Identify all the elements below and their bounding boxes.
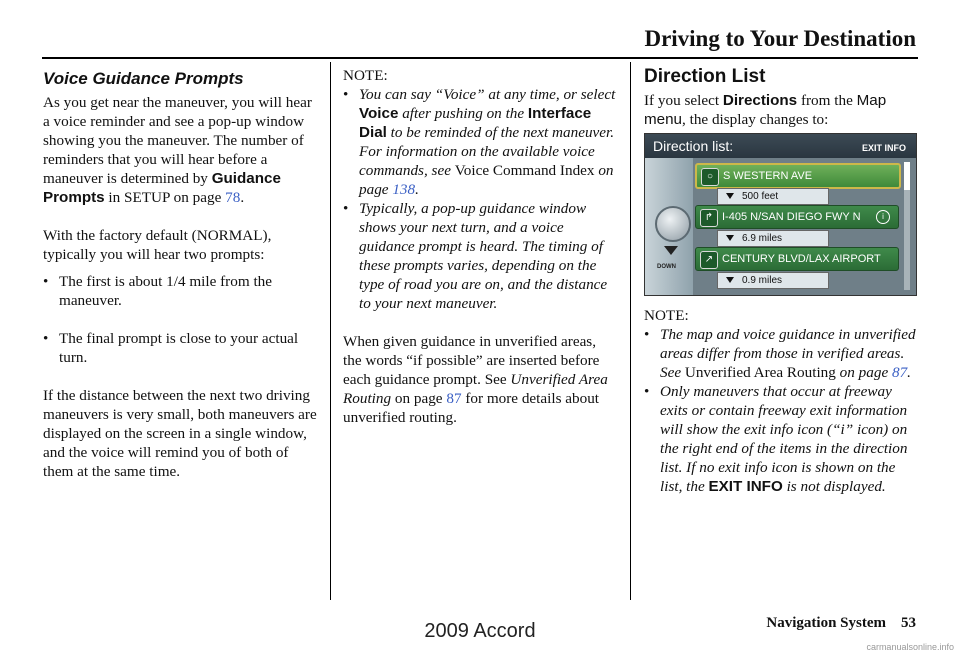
section-heading-direction-list: Direction List: [644, 66, 766, 87]
page-link[interactable]: 87: [891, 364, 908, 381]
text: for more details about unverified routing.: [343, 390, 600, 426]
column-2: [343, 66, 618, 446]
text: Typically, a pop-up guidance window shows your next turn, and a voice guidance prompt is heard. The timing of these prompts varies, depending on the type of road you are on, and the distance to your next maneuver.: [359, 200, 608, 312]
column-divider: [630, 62, 631, 600]
exit-info-label: EXIT INFO: [861, 143, 906, 153]
note-label: NOTE:: [343, 67, 388, 84]
paragraph: [43, 93, 319, 207]
page-link[interactable]: 87: [446, 390, 462, 407]
text: on page: [359, 162, 614, 198]
text: When given guidance in unverified areas, the words “if possible” are inserted before each guidance prompt. See: [343, 333, 600, 388]
list-item: [644, 325, 918, 382]
distance-value: 6.9 miles: [742, 233, 783, 244]
down-label: DOWN: [657, 264, 676, 270]
direction-row[interactable]: [695, 247, 899, 271]
distance-bar: [717, 230, 829, 247]
list-item: • The final prompt is close to your actual turn.: [43, 329, 319, 367]
screen-title: Direction list:: [653, 138, 734, 154]
distance-value: 0.9 miles: [742, 275, 783, 286]
ui-term: Interface Dial: [359, 105, 592, 141]
direction-row[interactable]: [695, 163, 901, 189]
list-item: [343, 199, 618, 313]
distance-value: 500 feet: [742, 191, 779, 202]
text: on page: [835, 364, 892, 381]
text: to be reminded of the next maneuver. For information on the available voice commands, see: [359, 124, 615, 179]
text: Only maneuvers that occur at freeway exits or contain freeway exit information will show the exit info icon (“i” icon) on the right end of the items in the direction list. If no exit info icon is shown on the list, the: [660, 383, 908, 495]
row-label: I-405 N/SAN DIEGO FWY N: [722, 211, 861, 223]
text: after pushing on the: [398, 105, 528, 122]
list-item: [343, 85, 618, 199]
text: .: [240, 189, 245, 206]
text: on page: [391, 390, 447, 407]
column-3: [644, 66, 918, 496]
paragraph: [343, 332, 618, 427]
paragraph: [644, 91, 918, 129]
text: Voice Command Index: [454, 162, 595, 179]
text: The map and voice guidance in unverified areas differ from those in verified areas. See: [660, 326, 916, 381]
bullet-list: [43, 272, 319, 367]
distance-bar: [717, 188, 829, 205]
text: from the: [797, 92, 857, 109]
bear-right-icon: ↗: [700, 251, 718, 269]
note-label: NOTE:: [644, 307, 689, 324]
page-number: 53: [901, 615, 916, 631]
screen-left-panel: [645, 158, 693, 295]
text: .: [907, 364, 911, 381]
page-link[interactable]: 138: [392, 181, 416, 198]
direction-row[interactable]: [695, 205, 899, 229]
page-header-title: Driving to Your Destination: [644, 26, 916, 51]
ui-term: EXIT INFO: [708, 478, 783, 495]
screen-title-bar: [645, 134, 916, 158]
scrollbar-thumb[interactable]: [904, 162, 910, 190]
row-label: CENTURY BLVD/LAX AIRPORT: [722, 253, 881, 265]
text: in SETUP on page: [104, 189, 226, 206]
header-rule: [42, 57, 918, 59]
paragraph: If the distance between the next two driving maneuvers is very small, both maneuvers are displayed on the screen in a single window, and the voice will remind you of both of them at the same time.: [43, 387, 317, 480]
distance-bar: [717, 272, 829, 289]
model-label: 2009 Accord: [424, 620, 536, 642]
exit-info-icon[interactable]: i: [876, 210, 890, 224]
column-1: [43, 66, 319, 500]
section-name: Navigation System: [766, 615, 886, 631]
note-list: [644, 325, 918, 496]
section-heading-voice-guidance: Voice Guidance Prompts: [43, 69, 244, 88]
text: , the display changes to:: [682, 111, 829, 128]
circle-icon: ○: [701, 168, 719, 186]
paragraph: With the factory default (NORMAL), typically you will hear two prompts:: [43, 227, 272, 263]
watermark: carmanualsonline.info: [866, 642, 954, 652]
page-link[interactable]: 78: [225, 189, 241, 206]
list-item: [644, 382, 918, 496]
note-list: [343, 85, 618, 313]
column-divider: [330, 62, 331, 600]
down-triangle-icon: [726, 277, 734, 283]
ui-term: Directions: [722, 92, 798, 109]
text: .: [415, 181, 419, 198]
ui-term: Map menu: [644, 92, 887, 128]
ui-term: Guidance Prompts: [43, 170, 281, 206]
text: Unverified Area Routing: [684, 364, 836, 381]
direction-list-screenshot: [644, 133, 917, 296]
down-triangle-icon: [726, 193, 734, 199]
text: If you select: [644, 92, 723, 109]
text: You can say “Voice” at any time, or select: [359, 86, 616, 103]
text: is not displayed.: [782, 478, 886, 495]
text: Unverified Area Routing: [343, 371, 608, 407]
turn-right-icon: ↱: [700, 209, 718, 227]
interface-dial-icon: [655, 206, 691, 242]
ui-term: Voice: [359, 105, 399, 122]
down-arrow-icon: [664, 246, 678, 255]
row-label: S WESTERN AVE: [723, 170, 813, 182]
list-item: • The first is about 1/4 mile from the maneuver.: [43, 272, 319, 310]
text: As you get near the maneuver, you will hear a voice reminder and see a pop-up window showing you the maneuver. The number of reminders that you will hear before a maneuver is determined by: [43, 94, 312, 187]
down-triangle-icon: [726, 235, 734, 241]
